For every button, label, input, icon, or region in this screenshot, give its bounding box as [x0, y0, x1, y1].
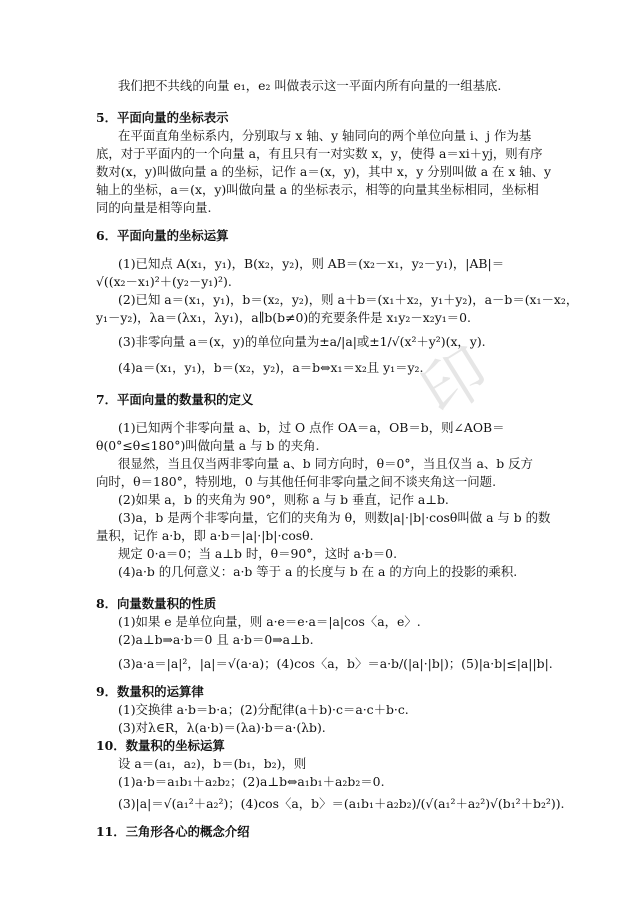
- text-line: (1)如果 e 是单位向量，则 a·e＝e·a＝|a|cos〈a，e〉.: [118, 614, 421, 629]
- text-line: (3)a·a＝|a|²，|a|＝√(a·a)；(4)cos〈a，b〉＝a·b/(|a|·|b|)；(5)|a·b|≤|a||b|.: [118, 656, 553, 671]
- text-line: y₁－y₂)，λa＝(λx₁，λy₁)，a∥b(b≠0)的充要条件是 x₁y₂－x₂y₁＝0.: [96, 310, 471, 325]
- text-line: 同的向量是相等向量.: [96, 200, 212, 215]
- text-line: (1)a·b＝a₁b₁＋a₂b₂；(2)a⊥b⇔a₁b₁＋a₂b₂＝0.: [118, 774, 385, 789]
- text-line: (2)如果 a，b 的夹角为 90°，则称 a 与 b 垂直，记作 a⊥b.: [118, 492, 449, 507]
- text-line: (1)已知两个非零向量 a、b，过 O 点作 OA＝a，OB＝b，则∠AOB＝: [118, 420, 505, 435]
- text-line: (2)已知 a＝(x₁，y₁)，b＝(x₂，y₂)，则 a＋b＝(x₁＋x₂，y₁＋y₂)，a－b＝(x₁－x₂，: [118, 292, 579, 307]
- intro-line: 我们把不共线的向量 e₁，e₂ 叫做表示这一平面内所有向量的一组基底.: [118, 78, 502, 93]
- section-8-title: 8．向量数量积的性质: [96, 596, 217, 611]
- text-line: (3)a，b 是两个非零向量，它们的夹角为 θ，则数|a|·|b|·cosθ叫做 a 与 b 的数: [118, 510, 551, 525]
- section-11-title: 11．三角形各心的概念介绍: [96, 824, 250, 839]
- text-line: (2)a⊥b⇒a·b＝0 且 a·b＝0⇒a⊥b.: [118, 632, 314, 647]
- section-10-title: 10．数量积的坐标运算: [96, 738, 225, 753]
- text-line: (3)|a|＝√(a₁²＋a₂²)；(4)cos〈a，b〉＝(a₁b₁＋a₂b₂)/(√(a₁²＋a₂²)√(b₁²＋b₂²)).: [118, 796, 565, 811]
- section-9-title: 9．数量积的运算律: [96, 684, 204, 699]
- text-line: (1)已知点 A(x₁，y₁)，B(x₂，y₂)，则 AB＝(x₂－x₁，y₂－y₁)，|AB|＝: [118, 256, 505, 271]
- text-line: (3)对λ∈R，λ(a·b)＝(λa)·b＝a·(λb).: [118, 720, 326, 735]
- section-5-title: 5．平面向量的坐标表示: [96, 110, 229, 125]
- text-line: (1)交换律 a·b＝b·a；(2)分配律(a＋b)·c＝a·c＋b·c.: [118, 702, 409, 717]
- section-6-title: 6．平面向量的坐标运算: [96, 228, 229, 243]
- text-line: 设 a＝(a₁，a₂)，b＝(b₁，b₂)，则: [118, 756, 307, 771]
- text-line: 很显然，当且仅当两非零向量 a、b 同方向时，θ＝0°，当且仅当 a、b 反方: [118, 456, 533, 471]
- text-line: 数对(x，y)叫做向量 a 的坐标，记作 a＝(x，y)，其中 x，y 分别叫做 a 在 x 轴、y: [96, 164, 552, 179]
- text-line: (4)a＝(x₁，y₁)，b＝(x₂，y₂)，a＝b⇔x₁＝x₂且 y₁＝y₂.: [118, 360, 424, 375]
- text-line: 量积，记作 a·b，即 a·b＝|a|·|b|·cosθ.: [96, 528, 314, 543]
- text-line: 底，对于平面内的一个向量 a，有且只有一对实数 x，y，使得 a＝xi＋yj，则有序: [96, 146, 543, 161]
- text-line: (4)a·b 的几何意义：a·b 等于 a 的长度与 b 在 a 的方向上的投影的乘积.: [118, 564, 518, 579]
- text-line: 向时，θ＝180°，特别地，0 与其他任何非零向量之间不谈夹角这一问题.: [96, 474, 497, 489]
- text-line: 轴上的坐标，a＝(x，y)叫做向量 a 的坐标表示，相等的向量其坐标相同，坐标相: [96, 182, 539, 197]
- section-7-title: 7．平面向量的数量积的定义: [96, 392, 254, 407]
- text-line: θ(0°≤θ≤180°)叫做向量 a 与 b 的夹角.: [96, 438, 320, 453]
- text-line: 规定 0·a＝0；当 a⊥b 时，θ＝90°，这时 a·b＝0.: [118, 546, 398, 561]
- text-line: √((x₂－x₁)²＋(y₂－y₁)²).: [96, 274, 232, 289]
- watermark: 印: [408, 331, 508, 432]
- text-line: 在平面直角坐标系内，分别取与 x 轴、y 轴同向的两个单位向量 i、j 作为基: [118, 128, 532, 143]
- text-line: (3)非零向量 a＝(x，y)的单位向量为±a/|a|或±1/√(x²＋y²)(x，y).: [118, 334, 486, 349]
